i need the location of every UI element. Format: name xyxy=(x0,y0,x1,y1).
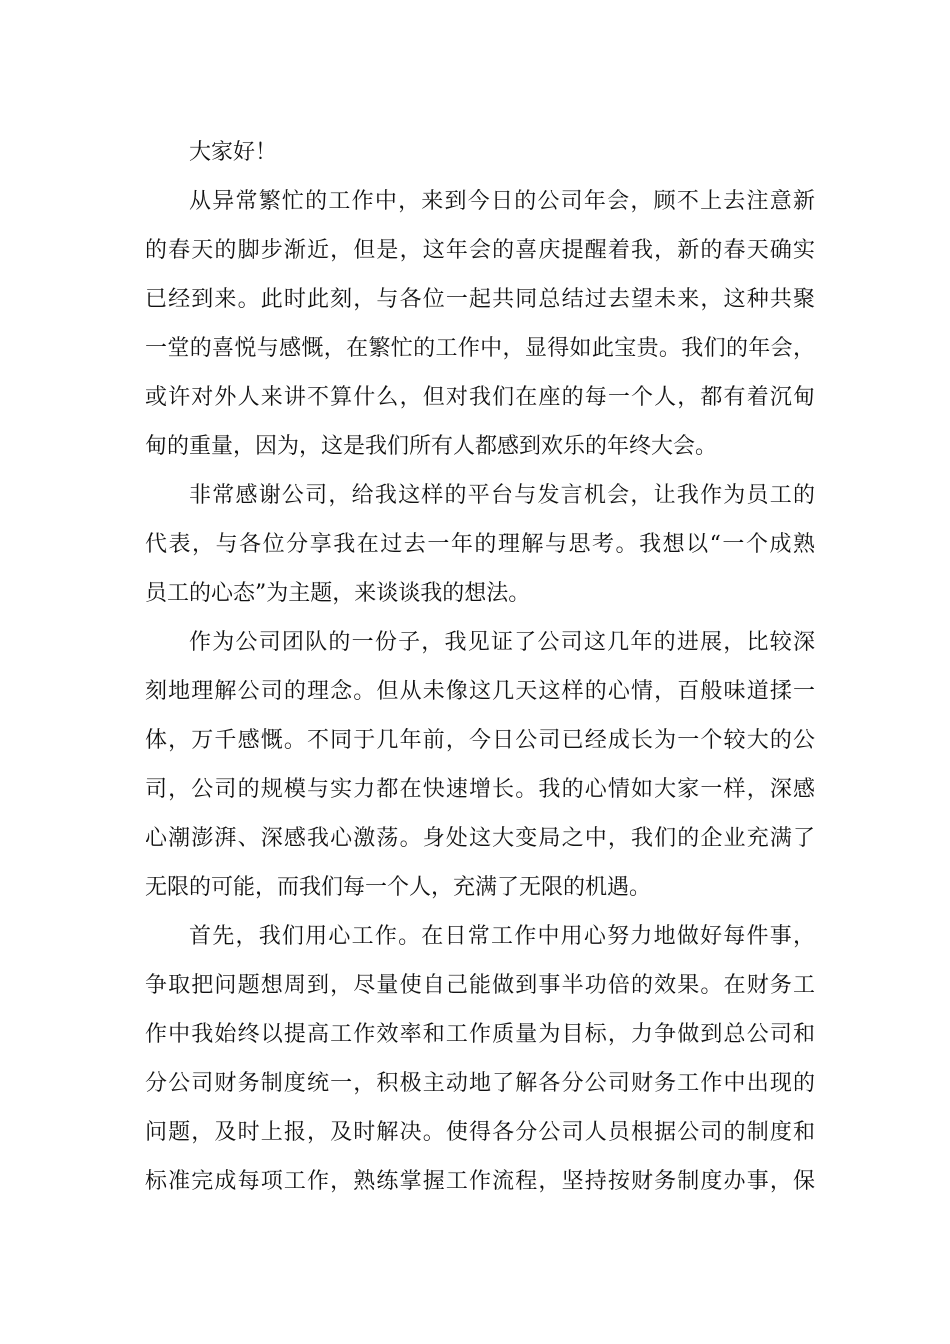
paragraph-line: 体，万千感慨。不同于几年前，今日公司已经成长为一个较大的公 xyxy=(145,728,815,753)
paragraph-line: 无限的可能，而我们每一个人，充满了无限的机遇。 xyxy=(145,875,652,900)
document-body xyxy=(145,128,815,1206)
paragraph-line: 问题，及时上报，及时解决。使得各分公司人员根据公司的制度和 xyxy=(145,1120,815,1145)
paragraph-line: 心潮澎湃、深感我心激荡。身处这大变局之中，我们的企业充满了 xyxy=(145,826,815,851)
paragraph-line: 代表，与各位分享我在过去一年的理解与思考。我想以“一个成熟 xyxy=(145,532,815,557)
paragraph-first-line: 从异常繁忙的工作中，来到今日的公司年会，顾不上去注意新 xyxy=(189,189,815,214)
paragraph-line: 的春天的脚步渐近，但是，这年会的喜庆提醒着我，新的春天确实 xyxy=(145,238,815,263)
paragraph-first-line: 非常感谢公司，给我这样的平台与发言机会，让我作为员工的 xyxy=(189,483,815,508)
paragraph-line: 一堂的喜悦与感慨，在繁忙的工作中，显得如此宝贵。我们的年会， xyxy=(145,336,815,361)
paragraph-first-line: 作为公司团队的一份子，我见证了公司这几年的进展，比较深 xyxy=(189,630,815,655)
paragraph-line: 作中我始终以提高工作效率和工作质量为目标，力争做到总公司和 xyxy=(145,1022,815,1047)
paragraph-first-line: 首先，我们用心工作。在日常工作中用心努力地做好每件事， xyxy=(189,924,815,949)
paragraph-line: 分公司财务制度统一，积极主动地了解各分公司财务工作中出现的 xyxy=(145,1071,815,1096)
paragraph-line: 标准完成每项工作，熟练掌握工作流程，坚持按财务制度办事，保 xyxy=(145,1169,815,1194)
paragraph-line: 争取把问题想周到，尽量使自己能做到事半功倍的效果。在财务工 xyxy=(145,973,815,998)
paragraph-line: 刻地理解公司的理念。但从未像这几天这样的心情，百般味道揉一 xyxy=(145,679,815,704)
paragraph-line: 司，公司的规模与实力都在快速增长。我的心情如大家一样，深感 xyxy=(145,777,815,802)
paragraph-line: 或许对外人来讲不算什么，但对我们在座的每一个人，都有着沉甸 xyxy=(145,385,815,410)
paragraph-line: 甸的重量，因为，这是我们所有人都感到欢乐的年终大会。 xyxy=(145,434,718,459)
paragraph-first-line: 大家好！ xyxy=(189,140,278,165)
paragraph-line: 员工的心态”为主题，来谈谈我的想法。 xyxy=(145,581,531,606)
paragraph-line: 已经到来。此时此刻，与各位一起共同总结过去望未来，这种共聚 xyxy=(145,287,815,312)
